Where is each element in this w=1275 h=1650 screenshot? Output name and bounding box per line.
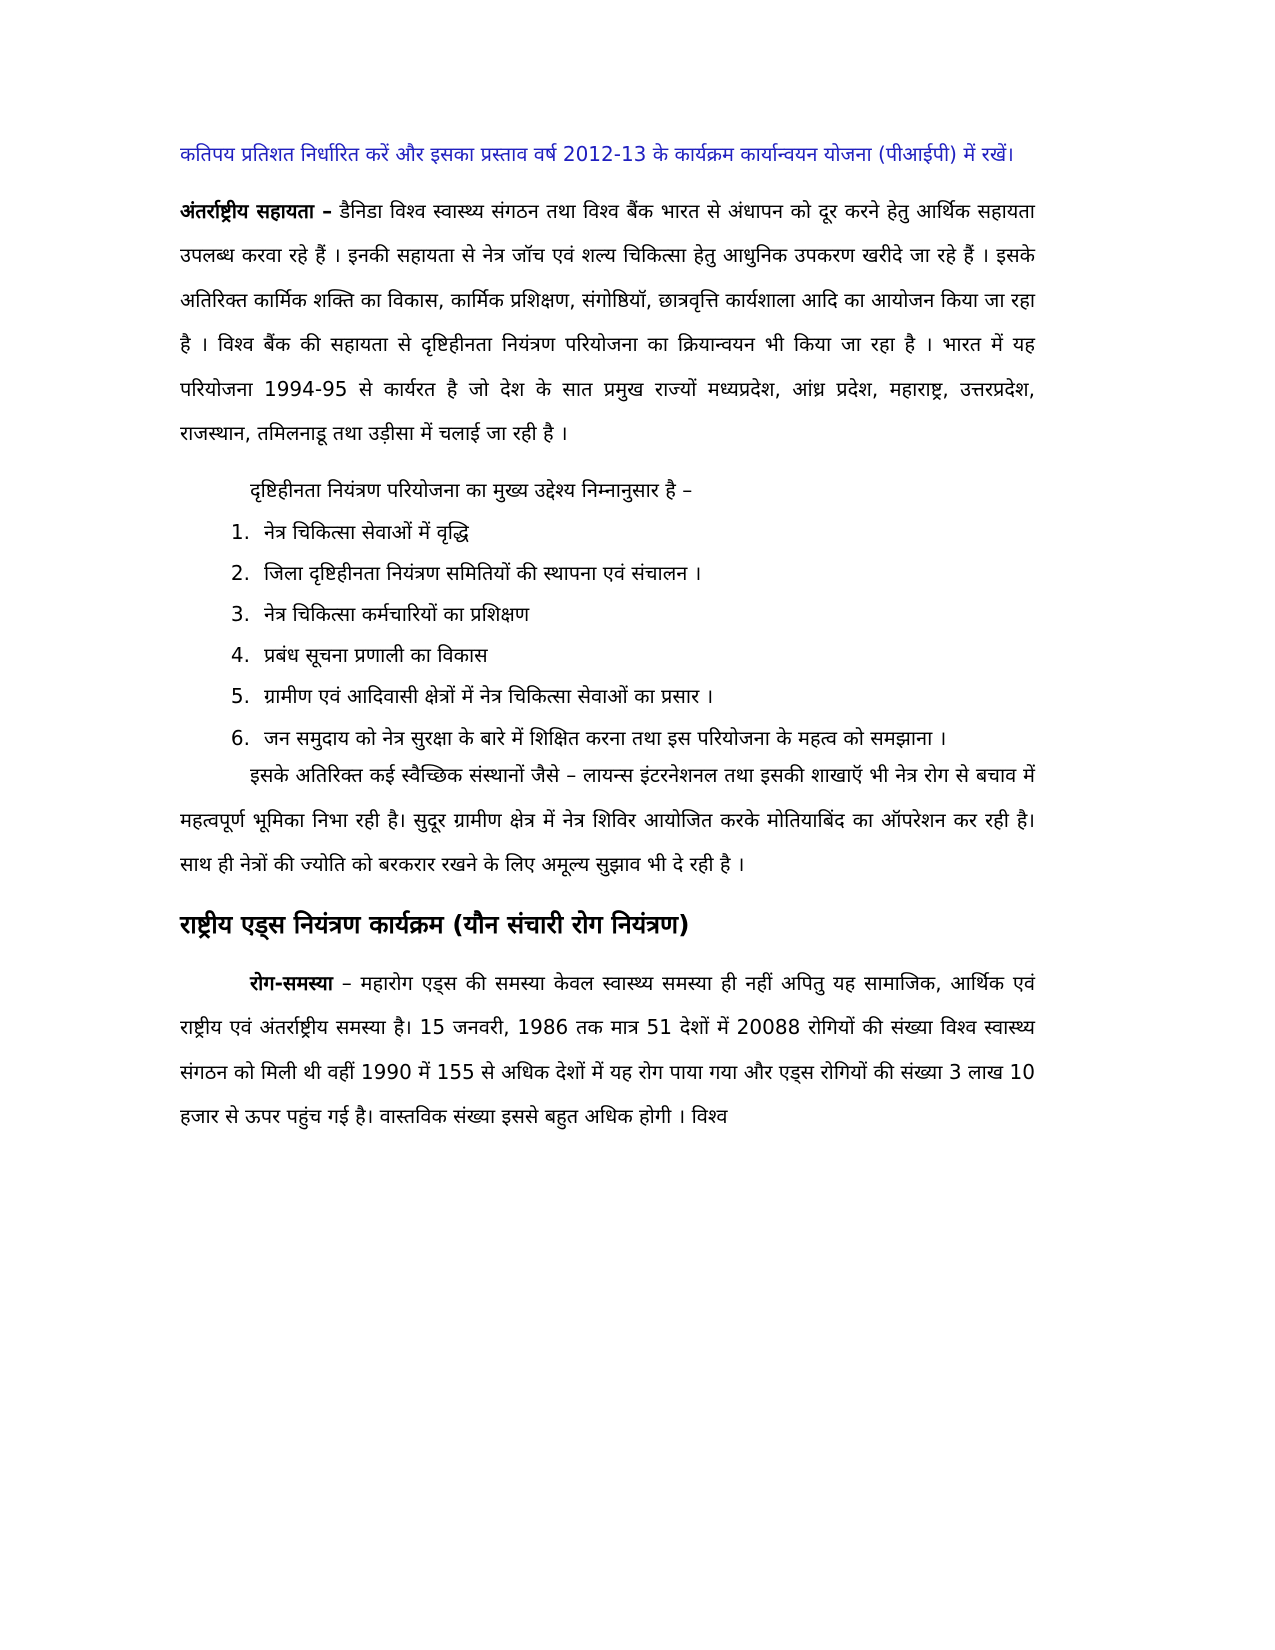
list-item-number: 4.	[230, 643, 250, 667]
list-item-text: जिला दृष्टिहीनता नियंत्रण समितियों की स्थापना एवं संचालन ।	[264, 561, 702, 585]
list-item-text: जन समुदाय को नेत्र सुरक्षा के बारे में शिक्षित करना तथा इस परियोजना के महत्व को समझाना ।	[264, 726, 947, 750]
list-item	[180, 512, 1035, 553]
list-item-text: प्रबंध सूचना प्रणाली का विकास	[264, 643, 488, 667]
international-aid-text: डैनिडा विश्व स्वास्थ्य संगठन तथा विश्व बैंक भारत से अंधापन को दूर करने हेतु आर्थिक सहायता उपलब्ध करवा रहे हैं । इनकी सहायता से नेत्र जॉच एवं शल्य चिकित्सा हेतु आधुनिक उपकरण खरीदे जा रहे हैं । इसके अतिरिक्त कार्मिक शक्ति का विकास, कार्मिक प्रशिक्षण, संगोष्ठियॉ, छात्रवृत्ति कार्यशाला आदि का आयोजन किया जा रहा है । विश्व बैंक की सहायता से दृष्टिहीनता नियंत्रण परियोजना का क्रियान्वयन भी किया जा रहा है । भारत में यह परियोजना 1994-95 से कार्यरत है जो देश के सात प्रमुख राज्यों मध्यप्रदेश, आंध्र प्रदेश, महाराष्ट्र, उत्तरप्रदेश, राजस्थान, तमिलनाडू तथा उड़ीसा में चलाई जा रही है ।	[180, 198, 1035, 445]
list-item-number: 3.	[230, 602, 250, 626]
disease-problem-text: – महारोग एड्स की समस्या केवल स्वास्थ्य समस्या ही नहीं अपितु यह सामाजिक, आर्थिक एवं राष्ट्रीय एवं अंतर्राष्ट्रीय समस्या है। 15 जनवरी, 1986 तक मात्र 51 देशों में 20088 रोगियों की संख्या विश्व स्वास्थ्य संगठन को मिली थी वहीं 1990 में 155 से अधिक देशों में यह रोग पाया गया और एड्स रोगियों की संख्या 3 लाख 10 हजार से ऊपर पहुंच गई है। वास्तविक संख्या इससे बहुत अधिक होगी । विश्व	[180, 970, 1036, 1128]
international-aid-label: अंतर्राष्ट्रीय सहायता –	[180, 198, 333, 223]
voluntary-organizations-paragraph: इसके अतिरिक्त कई स्वैच्छिक संस्थानों जैसे – लायन्स इंटरनेशनल तथा इसकी शाखाऍ भी नेत्र रोग से बचाव में महत्वपूर्ण भूमिका निभा रही है। सुदूर ग्रामीण क्षेत्र में नेत्र शिविर आयोजित करके मोतियाबिंद का ऑपरेशन कर रही है। साथ ही नेत्रों की ज्योति को बरकरार रखने के लिए अमूल्य सुझाव भी दे रही है ।	[180, 763, 1035, 876]
list-item-text: नेत्र चिकित्सा सेवाओं में वृद्धि	[264, 520, 469, 544]
list-item-number: 5.	[230, 684, 250, 708]
list-item	[180, 594, 1035, 635]
intro-paragraph: कतिपय प्रतिशत निर्धारित करें और इसका प्रस्ताव वर्ष 2012-13 के कार्यक्रम कार्यान्वयन योजना (पीआईपी) में रखें।	[180, 142, 1014, 166]
list-item	[180, 676, 1035, 717]
disease-problem-paragraph	[180, 961, 1035, 1139]
list-item-text: नेत्र चिकित्सा कर्मचारियों का प्रशिक्षण	[264, 602, 530, 626]
list-item-number: 2.	[230, 561, 250, 585]
objectives-heading: दृष्टिहीनता नियंत्रण परियोजना का मुख्य उद्देश्य निम्नानुसार है –	[250, 477, 693, 502]
list-item-number: 6.	[230, 726, 250, 750]
disease-problem-label: रोग-समस्या	[250, 970, 333, 995]
international-aid-paragraph	[180, 189, 1035, 456]
list-item	[180, 723, 1035, 753]
list-item-text: ग्रामीण एवं आदिवासी क्षेत्रों में नेत्र चिकित्सा सेवाओं का प्रसार ।	[264, 684, 714, 708]
list-item	[180, 635, 1035, 676]
list-item	[180, 553, 1035, 594]
objectives-list	[180, 512, 1035, 753]
list-item-number: 1.	[230, 520, 250, 544]
document-page	[180, 132, 1035, 1139]
aids-section-heading: राष्ट्रीय एड्स नियंत्रण कार्यक्रम (यौन संचारी रोग नियंत्रण)	[180, 909, 690, 939]
